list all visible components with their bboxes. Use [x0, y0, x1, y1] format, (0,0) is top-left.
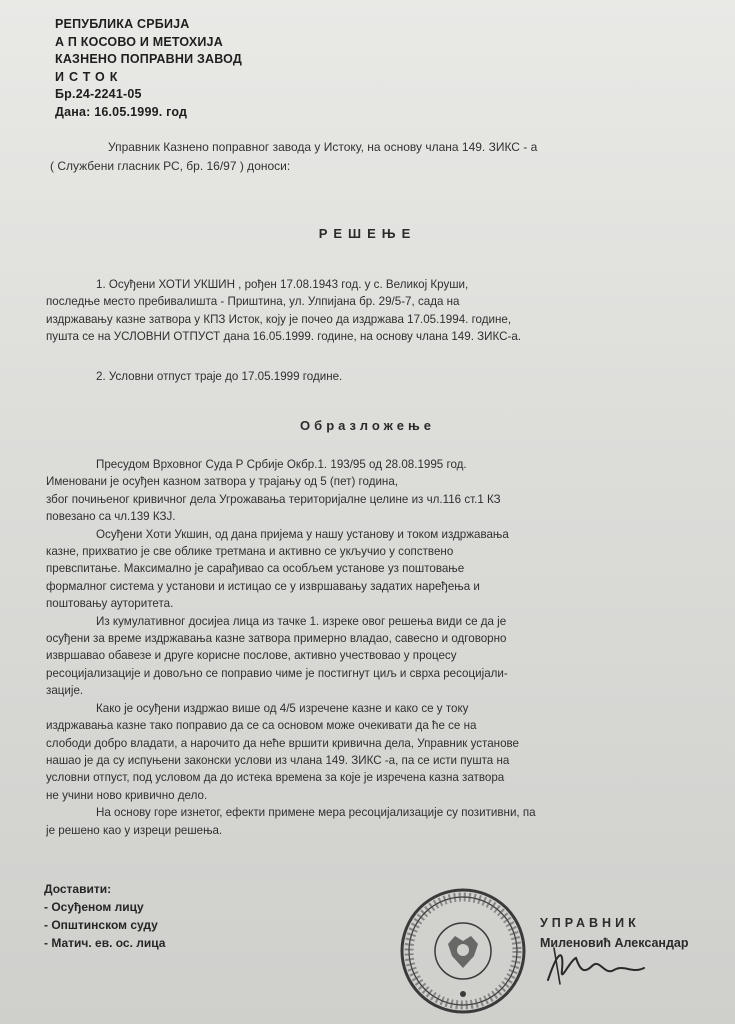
institution-header [55, 16, 242, 121]
text-line: пушта се на УСЛОВНИ ОТПУСТ дана 16.05.1999. године, на основу члана 149. ЗИКС-а. [46, 330, 522, 344]
header-line-institution: КАЗНЕНО ПОПРАВНИ ЗАВОД [55, 52, 242, 66]
text-line: ресоцијализације и довољно се поправио чиме је постигнут циљ и сврха ресоцијали- [46, 666, 508, 680]
intro-line: Управник Казнено поправног завода у Истоку, на основу члана 149. ЗИКС - а [108, 140, 538, 154]
text-line: Из кумулативног досијеа лица из тачке 1. изреке овог решења види се да је [96, 614, 507, 628]
text-line: 1. Осуђени ХОТИ УКШИН , рођен 17.08.1943 год. у с. Великој Круши, [96, 278, 469, 291]
text-line: због почињеног кривичног дела Угрожавања територијалне целине из чл.116 ст.1 КЗ [46, 492, 501, 506]
text-line: условни отпуст, под условом да до истека времена за које је изречена казна затвора [46, 771, 505, 785]
delivery-item: - Матич. ев. ос. лица [44, 936, 166, 950]
delivery-label: Доставити: [44, 882, 112, 896]
text-line: На основу горе изнетог, ефекти примене мера ресоцијализације су позитивни, па [96, 806, 536, 820]
text-line: издржавању казне затвора у КПЗ Исток, коју је почео да издржава 17.05.1994. године, [46, 312, 512, 326]
decision-point-1 [46, 276, 732, 346]
text-line: казне, прихватио је све облике третмана и активно се укључио у сопствено [46, 545, 454, 559]
reasons-title: Образложење [300, 418, 435, 433]
decision-point-2 [46, 368, 732, 385]
text-line: извршавао обавезе и друге корисне послове, активно учествовао у процесу [46, 649, 457, 663]
text-line: повезано са чл.139 КЗЈ. [46, 510, 176, 524]
intro-paragraph [50, 138, 690, 176]
text-line: зације. [46, 684, 84, 698]
text-line: Како је осуђени издржао више од 4/5 изречене казне и како се у току [96, 701, 469, 715]
text-line: поштовању ауторитета. [46, 597, 174, 611]
signer-title: УПРАВНИК [540, 916, 640, 930]
document-number: Бр.24-2241-05 [55, 87, 142, 101]
text-line: превспитање. Максимално је сарађивао са особљем установе уз поштовање [46, 562, 465, 576]
text-line: формалног система у установи и истицао се у извршавању задатих наређења и [46, 579, 480, 593]
header-line-province: А П КОСОВО И МЕТОХИЈА [55, 34, 223, 49]
header-line-republic: РЕПУБЛИКА СРБИЈА [55, 17, 190, 31]
text-line: последње место пребивалишта - Приштина, ул. Улпијана бр. 29/5-7, сада на [46, 295, 460, 309]
official-seal-icon [398, 886, 528, 1016]
text-line: осуђени за време издржавања казне затвора примерно владао, савесно и одговорно [46, 632, 507, 646]
delivery-list [44, 880, 165, 952]
document-date: Дана: 16.05.1999. год [55, 104, 188, 119]
header-line-town: ИСТОК [55, 69, 123, 84]
signer-name: Миленовић Александар [540, 936, 689, 950]
delivery-item: - Осуђеном лицу [44, 900, 144, 914]
handwritten-signature-icon [540, 940, 650, 990]
text-line: је решено као у изреци решења. [46, 823, 223, 837]
reasons-body [46, 456, 732, 839]
intro-line: ( Службени гласник РС, бр. 16/97 ) доноси: [50, 159, 291, 173]
text-line: 2. Условни отпуст траје до 17.05.1999 године. [96, 370, 343, 383]
text-line: нашао је да су испуњени законски услови из члана 149. ЗИКС -а, па се исти пушта на [46, 753, 510, 767]
text-line: Осуђени Хоти Укшин, од дана пријема у нашу установу и током издржавања [96, 527, 509, 541]
text-line: издржавања казне тако поправио да се са основом може очекивати да ће се на [46, 719, 477, 733]
text-line: Пресудом Врховног Суда Р Србије Окбр.1. 193/95 од 28.08.1995 год. [96, 458, 467, 471]
text-line: Именовани је осуђен казном затвора у трајању од 5 (пет) година, [46, 475, 399, 489]
delivery-item: - Општинском суду [44, 918, 158, 932]
decision-title: РЕШЕЊЕ [318, 226, 417, 241]
text-line: слободи добро владати, а нарочито да неће вршити кривична дела, Управник установе [46, 736, 520, 750]
text-line: не учини ново кривично дело. [46, 788, 208, 802]
